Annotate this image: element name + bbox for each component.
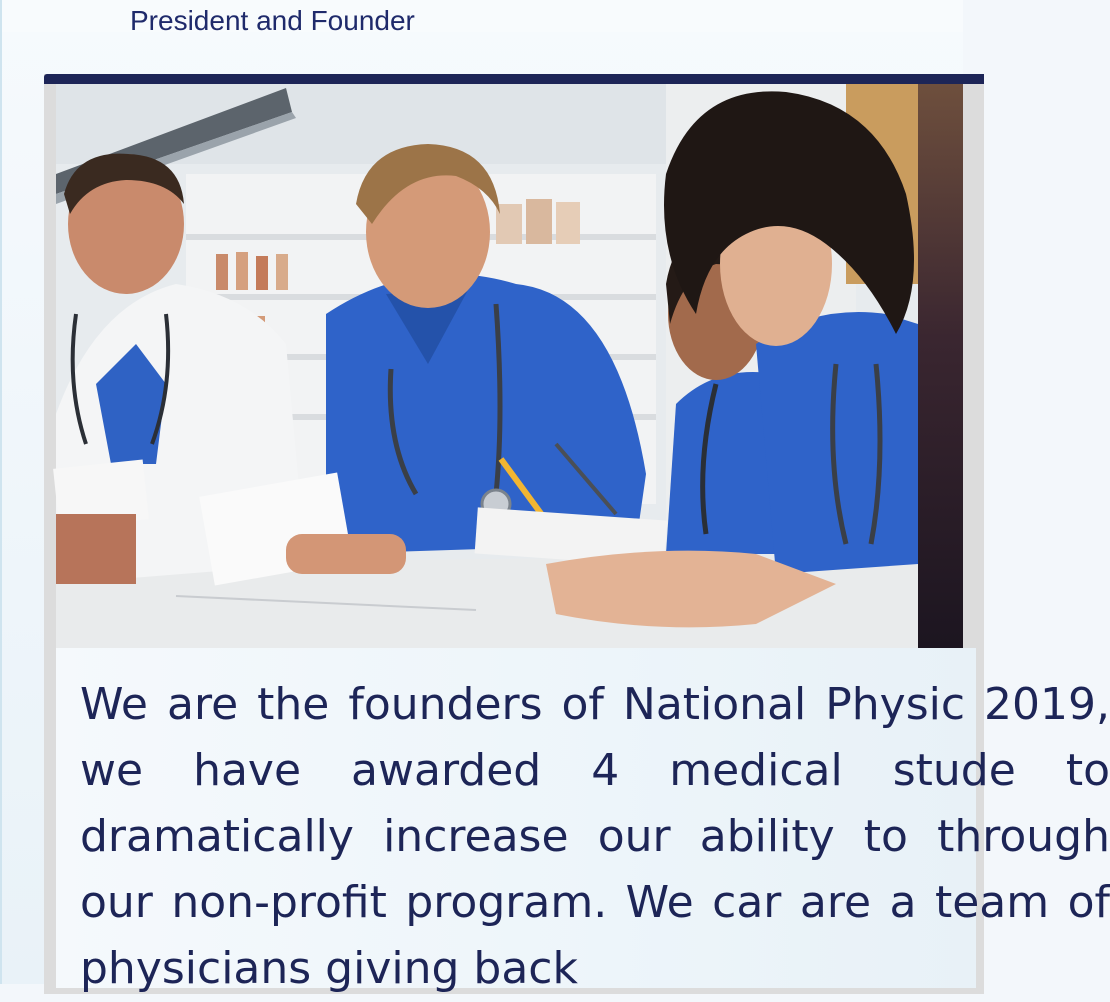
role-caption: President and Founder xyxy=(130,5,415,36)
card-top-rule xyxy=(44,74,984,84)
left-edge-strip xyxy=(0,0,2,984)
team-photo xyxy=(56,84,918,648)
bio-paragraph: We are the founders of National Physic 2019, we have awarded 4 medical stude to dramatically increase our ability to through our non-profit program. We car are a team of physicians giving back xyxy=(80,679,1110,994)
group-photo-medical-students-icon xyxy=(56,84,918,648)
adjacent-photo-edge xyxy=(918,84,963,648)
